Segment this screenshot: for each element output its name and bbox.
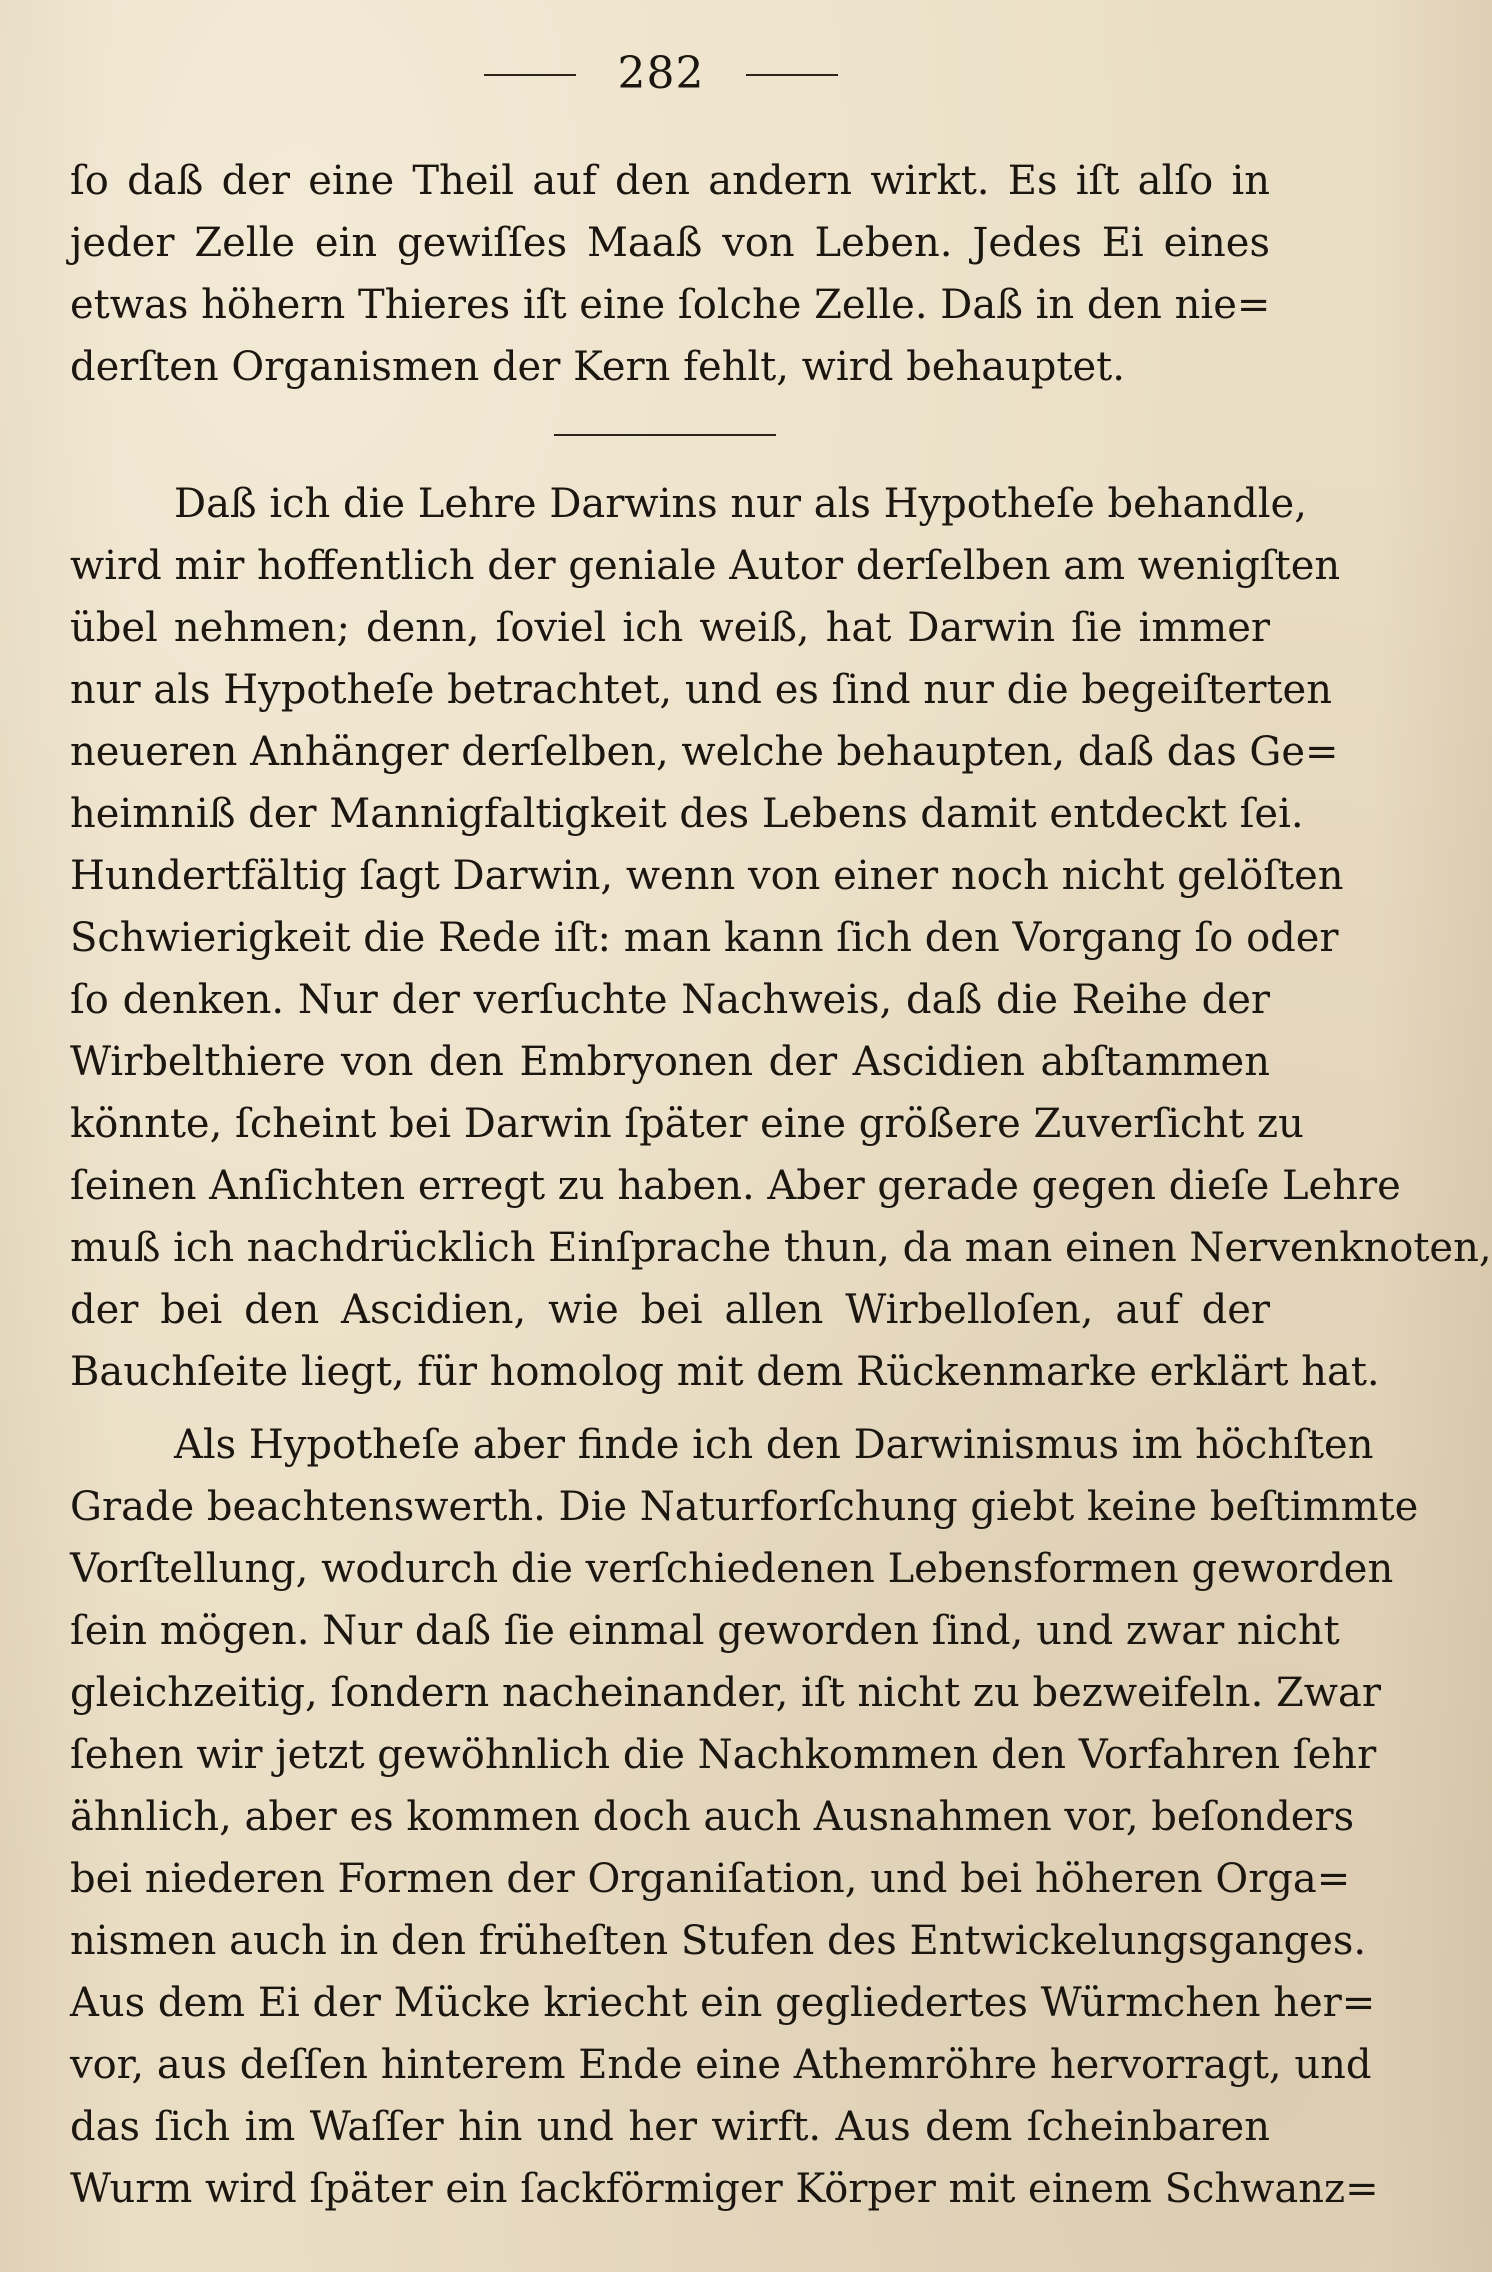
text-line: ähnlich, aber es kommen doch auch Ausnahmen vor, beſonders — [70, 1794, 1355, 1840]
text-line: Bauchſeite liegt, für homolog mit dem Rückenmarke erklärt hat. — [70, 1349, 1380, 1395]
header-rule-left — [484, 74, 576, 76]
text-line: ſehen wir jetzt gewöhnlich die Nachkommen den Vorfahren ſehr — [70, 1732, 1377, 1778]
text-line: übel nehmen; denn, ſoviel ich weiß, hat Darwin ſie immer — [70, 605, 1270, 651]
section-divider — [554, 434, 776, 436]
text-line: der bei den Ascidien, wie bei allen Wirbelloſen, auf der — [70, 1287, 1270, 1333]
text-line: Als Hypotheſe aber finde ich den Darwinismus im höchſten — [174, 1422, 1374, 1468]
text-line: nur als Hypotheſe betrachtet, und es ſind nur die begeiſterten — [70, 667, 1332, 713]
text-line: etwas höhern Thieres iſt eine ſolche Zelle. Daß in den nie= — [70, 282, 1271, 328]
text-line: nismen auch in den früheſten Stufen des Entwickelungsganges. — [70, 1918, 1367, 1964]
text-line: vor, aus deſſen hinterem Ende eine Athemröhre hervorragt, und — [70, 2042, 1372, 2088]
text-line: Hundertfältig ſagt Darwin, wenn von einer noch nicht gelöſten — [70, 853, 1344, 899]
text-line: Vorſtellung, wodurch die verſchiedenen Lebensformen geworden — [70, 1546, 1394, 1592]
text-line: ſo denken. Nur der verſuchte Nachweis, daß die Reihe der — [70, 977, 1270, 1023]
text-line: Wurm wird ſpäter ein ſackförmiger Körper mit einem Schwanz= — [70, 2166, 1379, 2212]
page-header — [0, 44, 1320, 104]
text-line: jeder Zelle ein gewiſſes Maaß von Leben. Jedes Ei eines — [70, 220, 1270, 266]
text-line: Grade beachtenswerth. Die Naturforſchung giebt keine beſtimmte — [70, 1484, 1419, 1530]
text-line: gleichzeitig, ſondern nacheinander, iſt nicht zu bezweifeln. Zwar — [70, 1670, 1381, 1716]
text-line: Schwierigkeit die Rede iſt: man kann ſich den Vorgang ſo oder — [70, 915, 1339, 961]
text-line: bei niederen Formen der Organiſation, und bei höheren Orga= — [70, 1856, 1351, 1902]
text-line: heimniß der Mannigfaltigkeit des Lebens damit entdeckt ſei. — [70, 791, 1304, 837]
text-line: ſein mögen. Nur daß ſie einmal geworden ſind, und zwar nicht — [70, 1608, 1340, 1654]
text-line: das ſich im Waſſer hin und her wirft. Aus dem ſcheinbaren — [70, 2104, 1270, 2150]
text-line: wird mir hoffentlich der geniale Autor derſelben am wenigſten — [70, 543, 1341, 589]
text-line: ſeinen Anſichten erregt zu haben. Aber gerade gegen dieſe Lehre — [70, 1163, 1401, 1209]
text-line: derſten Organismen der Kern fehlt, wird behauptet. — [70, 344, 1125, 390]
text-line: Wirbelthiere von den Embryonen der Ascidien abſtammen — [70, 1039, 1270, 1085]
text-line: ſo daß der eine Theil auf den andern wirkt. Es iſt alſo in — [70, 158, 1270, 204]
text-line: Aus dem Ei der Mücke kriecht ein gegliedertes Würmchen her= — [70, 1980, 1376, 2026]
text-line: könnte, ſcheint bei Darwin ſpäter eine größere Zuverſicht zu — [70, 1101, 1304, 1147]
page-number: 282 — [617, 48, 705, 99]
text-line: muß ich nachdrücklich Einſprache thun, da man einen Nervenknoten, — [70, 1225, 1492, 1271]
text-line: neueren Anhänger derſelben, welche behaupten, daß das Ge= — [70, 729, 1339, 775]
text-line: Daß ich die Lehre Darwins nur als Hypotheſe behandle, — [174, 481, 1307, 527]
header-rule-right — [746, 74, 838, 76]
